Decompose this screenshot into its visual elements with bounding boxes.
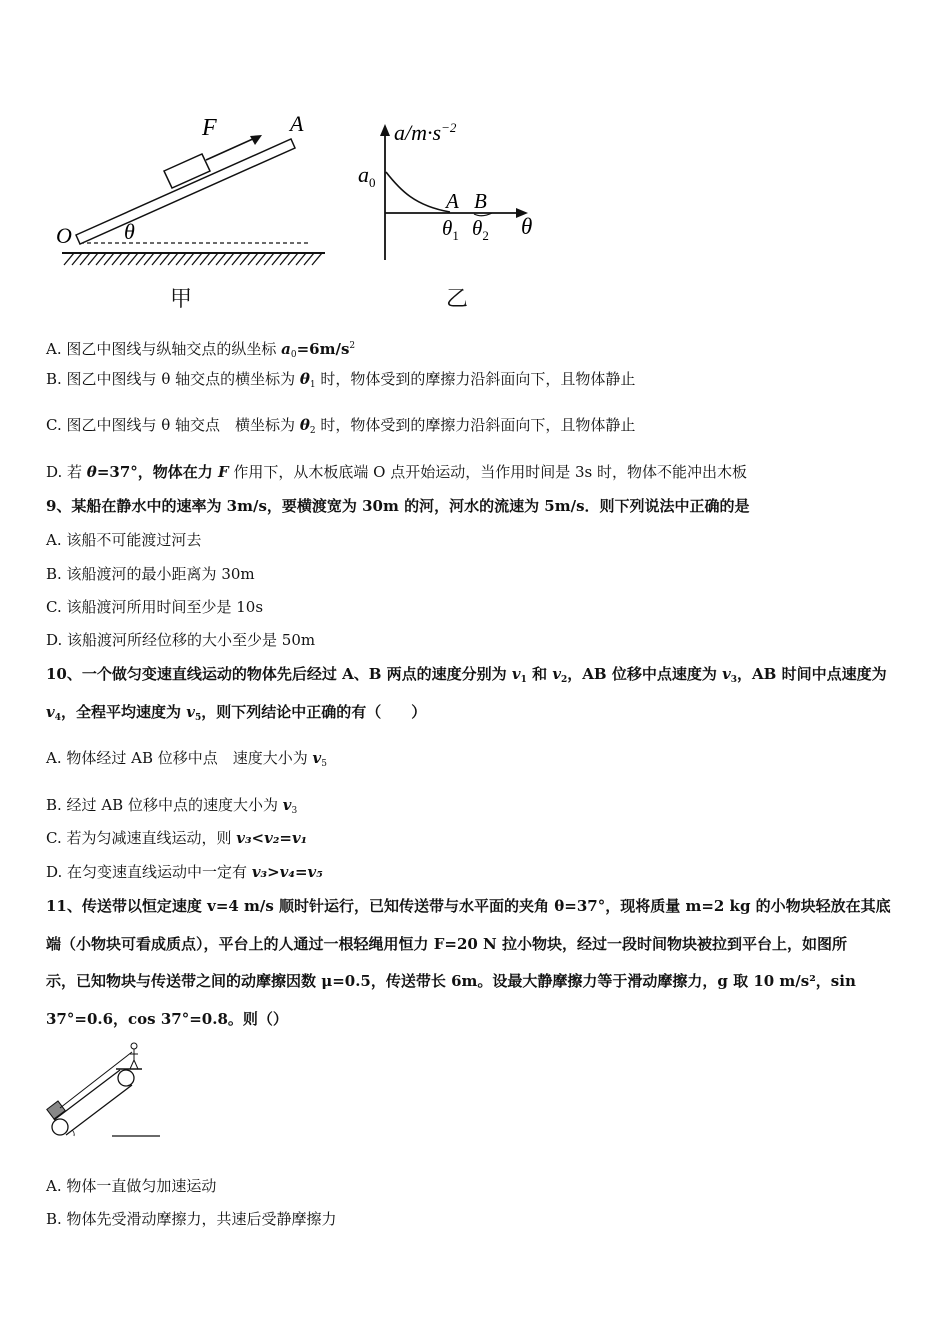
label-point-B: B [474,189,487,213]
label-a0: a [358,162,369,187]
svg-text:θ2 [472,216,489,243]
q10-option-c: C. 若为匀减速直线运动，则 v₃<v₂=v₁ [46,829,308,847]
q11-stem-line3: 示，已知物块与传送带之间的动摩擦因数 μ=0.5，传送带长 6m。设最大静摩擦力等于滑动摩擦力，g 取 10 m/s²，sin [46,972,856,990]
label-theta2-sub: 2 [482,228,489,243]
figure-graph [350,110,550,270]
axis-label-exp: −2 [441,120,457,135]
q8-option-d: D. 若 θ=37°，物体在力 F 作用下，从木板底端 O 点开始运动，当作用时间是 3s 时，物体不能冲出木板 [46,463,748,481]
q9-option-b: B. 该船渡河的最小距离为 30m [46,565,255,583]
label-point-A: A [446,189,459,213]
q9-option-c: C. 该船渡河所用时间至少是 10s [46,598,264,616]
label-theta1: θ [442,216,453,240]
caption-yi: 乙 [446,287,469,312]
q9-option-a: A. 该船不可能渡过河去 [46,531,202,549]
figure-incline [50,105,340,280]
q9-option-d: D. 该船渡河所经位移的大小至少是 50m [46,631,316,649]
q8-option-b: B. 图乙中图线与 θ 轴交点的横坐标为 $\theta_1$ 时，物体受到的摩擦力沿斜面向下，且物体静止 [46,370,636,390]
label-F: F [202,115,217,141]
label-O: O [56,223,72,248]
q10-option-b: B. 经过 AB 位移中点的速度大小为 $v_3$ [46,796,298,816]
label-theta1-sub: 1 [452,228,459,243]
figure-conveyor [44,1040,164,1140]
q8-option-c: C. 图乙中图线与 θ 轴交点 横坐标为 $\theta_2$ 时，物体受到的摩擦力沿斜面向下，且物体静止 [46,416,636,436]
label-theta2: θ [472,216,483,240]
label-theta: θ [124,219,135,244]
svg-text:θ1 [442,216,459,243]
q11-stem-line4: 37°=0.6，cos 37°=0.8。则（） [46,1010,288,1028]
q10-stem-line2: $v_4$，全程平均速度为 $v_5$，则下列结论中正确的有（ ） [46,703,427,723]
label-A: A [290,111,304,136]
svg-text:a/m·s−2 [394,120,457,145]
label-theta-axis: θ [521,214,533,239]
q10-option-a: A. 物体经过 AB 位移中点 速度大小为 $v_5$ [46,749,327,769]
caption-jia: 甲 [170,287,193,312]
q11-option-b: B. 物体先受滑动摩擦力，共速后受静摩擦力 [46,1210,337,1228]
svg-text:a0 [358,162,376,190]
q9-stem: 9、某船在静水中的速率为 3m/s，要横渡宽为 30m 的河，河水的流速为 5m/s．则下列说法中正确的是 [46,497,750,515]
q11-stem-line2: 端（小物块可看成质点），平台上的人通过一根轻绳用恒力 F=20 N 拉小物块，经过一段时间物块被拉到平台上，如图所 [46,935,847,953]
q8-option-a: A. 图乙中图线与纵轴交点的纵坐标 $a_0=6m/s^2$ [46,340,356,360]
q10-option-d: D. 在匀变速直线运动中一定有 v₃>v₄=v₅ [46,863,323,881]
q11-option-a: A. 物体一直做匀加速运动 [46,1177,217,1195]
axis-label: a/m·s [394,120,442,145]
q10-stem-line1: 10、一个做匀变速直线运动的物体先后经过 A、B 两点的速度分别为 $v_1$ 和 $v_2$，AB 位移中点速度为 $v_3$，AB 时间中点速度为 [46,665,887,685]
q11-stem-line1: 11、传送带以恒定速度 v=4 m/s 顺时针运行，已知传送带与水平面的夹角 θ=37°，现将质量 m=2 kg 的小物块轻放在其底 [46,897,891,915]
label-a0-sub: 0 [369,175,376,190]
